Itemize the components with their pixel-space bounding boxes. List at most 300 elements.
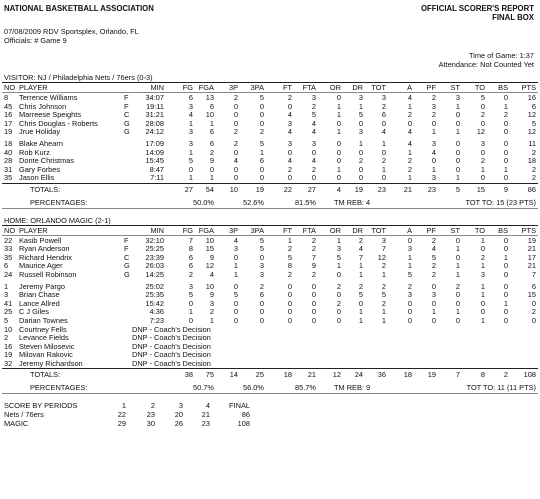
stat-3p: 5 xyxy=(233,290,238,300)
stat-3pa: 6 xyxy=(259,290,264,300)
player-name: Blake Ahearn xyxy=(19,139,63,148)
player-name: Ryan Anderson xyxy=(19,244,70,254)
column-header-fg: FG xyxy=(182,225,193,235)
stat-bs: 0 xyxy=(503,147,508,157)
stat-pf: 3 xyxy=(431,139,436,148)
player-name: Milovan Rakovic xyxy=(19,350,73,360)
home-column-headers xyxy=(0,226,540,235)
stat-fga: 10 xyxy=(205,281,214,291)
stat-3pa: 5 xyxy=(259,244,264,254)
totals-label: TOTALS: xyxy=(30,184,61,194)
stat-fta: 0 xyxy=(311,281,316,291)
stat-to: 12 xyxy=(476,127,485,137)
stat-st: 0 xyxy=(455,118,460,128)
stat-fg: 6 xyxy=(188,93,193,102)
stat-pts: 16 xyxy=(527,93,536,102)
stat-fta: 3 xyxy=(311,139,316,148)
date-venue: 07/08/2009 RDV Sportsplex, Orlando, FL xyxy=(4,27,139,36)
stat-min: 25:02 xyxy=(145,281,164,291)
stat-tot: 6 xyxy=(381,110,386,120)
stat-3p: 0 xyxy=(233,298,238,308)
stat-ft: 8 xyxy=(287,261,292,271)
period-score: 23 xyxy=(201,419,210,428)
period-header: FINAL xyxy=(229,401,250,410)
player-name: Russell Robinson xyxy=(19,269,77,279)
column-header-3p: 3P xyxy=(228,225,238,235)
total-bs: 2 xyxy=(503,370,508,379)
stat-or: 0 xyxy=(336,173,341,183)
stat-tot: 7 xyxy=(381,244,386,254)
stat-min: 14:25 xyxy=(145,269,164,279)
stat-pts: 19 xyxy=(527,235,536,245)
player-number: 18 xyxy=(4,139,13,148)
home-section-end-rule xyxy=(2,393,538,394)
stat-3pa: 0 xyxy=(259,173,264,183)
stat-pf: 0 xyxy=(431,315,436,325)
stat-st: 0 xyxy=(455,235,460,245)
stat-tot: 2 xyxy=(381,101,386,111)
stat-min: 25:25 xyxy=(145,244,164,254)
three-point-percentage: 52.6% xyxy=(243,197,264,207)
period-header: 3 xyxy=(178,401,183,410)
stat-3pa: 0 xyxy=(259,252,264,262)
stat-to: 3 xyxy=(480,139,485,148)
total-turnovers: TOT TO: 11 (11 PTS) xyxy=(466,383,536,392)
stat-a: 3 xyxy=(407,290,412,300)
stat-min: 25:35 xyxy=(145,290,164,300)
period-score: 23 xyxy=(146,410,155,419)
stat-pts: 21 xyxy=(527,244,536,254)
stat-to: 0 xyxy=(480,118,485,128)
stat-fg: 8 xyxy=(188,244,193,254)
stat-fta: 3 xyxy=(311,93,316,102)
stat-fta: 0 xyxy=(311,307,316,317)
player-position: G xyxy=(124,261,130,271)
column-header-fga: FGA xyxy=(198,83,214,92)
stat-or: 2 xyxy=(336,281,341,291)
stat-pts: 0 xyxy=(531,298,536,308)
stat-3p: 0 xyxy=(233,101,238,111)
total-pts: 86 xyxy=(527,184,536,194)
stat-to: 1 xyxy=(480,281,485,291)
stat-pts: 21 xyxy=(527,261,536,271)
column-header-or: OR xyxy=(329,83,341,92)
stat-or: 1 xyxy=(336,127,341,137)
stat-tot: 2 xyxy=(381,156,386,166)
visitor-player-row xyxy=(0,173,540,182)
stat-pf: 2 xyxy=(431,93,436,102)
total-3p: 14 xyxy=(229,370,238,379)
total-fta: 27 xyxy=(307,184,316,194)
total-or: 12 xyxy=(332,370,341,379)
total-fg: 27 xyxy=(184,184,193,194)
stat-a: 3 xyxy=(407,244,412,254)
stat-a: 4 xyxy=(407,93,412,102)
stat-to: 0 xyxy=(480,244,485,254)
total-fga: 54 xyxy=(205,184,214,194)
total-pts: 108 xyxy=(523,370,536,379)
total-bs: 9 xyxy=(503,184,508,194)
player-name: Rob Kurz xyxy=(19,147,50,157)
stat-fga: 12 xyxy=(205,261,214,271)
stat-3pa: 6 xyxy=(259,156,264,166)
total-ft: 18 xyxy=(283,370,292,379)
column-header-pf: PF xyxy=(426,83,436,92)
player-name: Marreese Speights xyxy=(19,110,82,120)
player-number: 3 xyxy=(4,290,9,300)
stat-dr: 1 xyxy=(358,269,363,279)
player-number: 8 xyxy=(4,93,9,102)
stat-3p: 2 xyxy=(233,127,238,137)
stat-min: 23:39 xyxy=(145,252,164,262)
stat-or: 1 xyxy=(336,261,341,271)
stat-fga: 3 xyxy=(209,298,214,308)
visitor-totals-rule xyxy=(2,183,538,184)
stat-to: 0 xyxy=(480,147,485,157)
stat-ft: 0 xyxy=(287,173,292,183)
stat-tot: 1 xyxy=(381,164,386,174)
column-header-bs: BS xyxy=(498,83,508,92)
team-rebounds: TM REB: 9 xyxy=(334,383,371,392)
stat-a: 2 xyxy=(407,281,412,291)
stat-to: 1 xyxy=(480,315,485,325)
period-score: 20 xyxy=(174,410,183,419)
stat-pf: 3 xyxy=(431,173,436,183)
dnp-note: DNP - Coach's Decision xyxy=(132,324,211,334)
player-position: G xyxy=(124,127,130,137)
stat-fg: 3 xyxy=(188,101,193,111)
stat-fta: 2 xyxy=(311,101,316,111)
stat-st: 0 xyxy=(455,156,460,166)
home-totals-row xyxy=(0,370,540,379)
visitor-title-row xyxy=(0,73,540,82)
stat-fga: 2 xyxy=(209,307,214,317)
stat-dr: 0 xyxy=(358,298,363,308)
stat-bs: 0 xyxy=(503,315,508,325)
stat-bs: 0 xyxy=(503,261,508,271)
stat-dr: 2 xyxy=(358,235,363,245)
stat-pts: 15 xyxy=(527,290,536,300)
stat-ft: 0 xyxy=(287,298,292,308)
player-name: Terrence Williams xyxy=(19,93,78,102)
player-number: 31 xyxy=(4,164,13,174)
percentages-label: PERCENTAGES: xyxy=(30,383,88,392)
player-number: 5 xyxy=(4,315,9,325)
player-number: 24 xyxy=(4,269,13,279)
total-dr: 24 xyxy=(354,370,363,379)
stat-fta: 7 xyxy=(311,252,316,262)
stat-fg: 4 xyxy=(188,110,193,120)
stat-to: 0 xyxy=(480,298,485,308)
home-title-row xyxy=(0,216,540,225)
stat-or: 0 xyxy=(336,93,341,102)
home-dnp-row xyxy=(0,359,540,368)
stat-3pa: 0 xyxy=(259,164,264,174)
time-of-game: Time of Game: 1:37 xyxy=(468,51,534,60)
total-pf: 19 xyxy=(427,370,436,379)
stat-to: 0 xyxy=(480,307,485,317)
stat-fg: 3 xyxy=(188,281,193,291)
player-number: 19 xyxy=(4,350,13,360)
stat-ft: 0 xyxy=(287,315,292,325)
stat-pts: 2 xyxy=(531,307,536,317)
period-header: 4 xyxy=(205,401,210,410)
stat-ft: 0 xyxy=(287,290,292,300)
player-name: Kasib Powell xyxy=(19,235,62,245)
stat-fta: 0 xyxy=(311,290,316,300)
player-name: Richard Hendrix xyxy=(19,252,72,262)
column-header-or: OR xyxy=(329,225,341,235)
stat-a: 5 xyxy=(407,269,412,279)
stat-ft: 2 xyxy=(287,164,292,174)
stat-to: 1 xyxy=(480,235,485,245)
stat-dr: 0 xyxy=(358,118,363,128)
stat-tot: 3 xyxy=(381,93,386,102)
stat-fga: 1 xyxy=(209,173,214,183)
visitor-section-end-rule xyxy=(2,208,538,209)
column-header-tot: TOT xyxy=(371,83,386,92)
stat-3pa: 2 xyxy=(259,127,264,137)
stat-fta: 0 xyxy=(311,298,316,308)
stat-ft: 5 xyxy=(287,252,292,262)
stat-min: 15:42 xyxy=(145,298,164,308)
stat-pf: 0 xyxy=(431,118,436,128)
stat-fg: 2 xyxy=(188,269,193,279)
stat-bs: 2 xyxy=(503,110,508,120)
stat-fga: 6 xyxy=(209,139,214,148)
player-name: Steven Milosevic xyxy=(19,341,75,351)
player-position: G xyxy=(124,269,130,279)
player-number: 22 xyxy=(4,235,13,245)
stat-3p: 0 xyxy=(233,110,238,120)
stat-3pa: 0 xyxy=(259,315,264,325)
stat-bs: 1 xyxy=(503,298,508,308)
stat-tot: 0 xyxy=(381,173,386,183)
fg-percentage: 50.7% xyxy=(193,383,214,392)
stat-3p: 0 xyxy=(233,118,238,128)
period-score: 26 xyxy=(174,419,183,428)
stat-3pa: 0 xyxy=(259,101,264,111)
stat-dr: 1 xyxy=(358,307,363,317)
stat-dr: 2 xyxy=(358,156,363,166)
stat-min: 31:21 xyxy=(145,110,164,120)
column-header-st: ST xyxy=(450,83,460,92)
total-3pa: 19 xyxy=(255,184,264,194)
total-dr: 19 xyxy=(354,184,363,194)
stat-fga: 13 xyxy=(205,93,214,102)
stat-min: 7:23 xyxy=(149,315,164,325)
column-header-no: NO xyxy=(4,225,16,235)
column-header-3p: 3P xyxy=(228,83,238,92)
column-header-player: PLAYER xyxy=(19,83,48,92)
stat-dr: 2 xyxy=(358,281,363,291)
stat-ft: 4 xyxy=(287,127,292,137)
player-number: 40 xyxy=(4,147,13,157)
stat-tot: 0 xyxy=(381,118,386,128)
stat-fga: 9 xyxy=(209,252,214,262)
column-header-st: ST xyxy=(450,225,460,235)
stat-pts: 0 xyxy=(531,315,536,325)
stat-st: 0 xyxy=(455,110,460,120)
column-header-fta: FTA xyxy=(302,225,316,235)
stat-pts: 2 xyxy=(531,147,536,157)
stat-bs: 0 xyxy=(503,307,508,317)
stat-3pa: 2 xyxy=(259,281,264,291)
stat-dr: 7 xyxy=(358,252,363,262)
player-number: 28 xyxy=(4,156,13,166)
periods-team-row xyxy=(0,419,540,428)
stat-bs: 0 xyxy=(503,139,508,148)
stat-fta: 2 xyxy=(311,269,316,279)
total-3pa: 25 xyxy=(255,370,264,379)
player-number: 32 xyxy=(4,358,13,368)
player-name: Maurice Ager xyxy=(19,261,63,271)
player-name: Brian Chase xyxy=(19,290,60,300)
stat-st: 1 xyxy=(455,261,460,271)
stat-or: 0 xyxy=(336,156,341,166)
officials: Officials: # Game 9 xyxy=(4,36,67,45)
stat-a: 0 xyxy=(407,235,412,245)
stat-3pa: 0 xyxy=(259,298,264,308)
column-header-fg: FG xyxy=(182,83,193,92)
stat-3p: 0 xyxy=(233,164,238,174)
player-position: C xyxy=(124,252,130,262)
stat-3pa: 0 xyxy=(259,118,264,128)
stat-to: 2 xyxy=(480,110,485,120)
total-a: 21 xyxy=(403,184,412,194)
report-subtitle: FINAL BOX xyxy=(492,13,534,22)
player-position: F xyxy=(124,244,129,254)
stat-to: 3 xyxy=(480,269,485,279)
player-name: Jason Ellis xyxy=(19,173,55,183)
stat-bs: 0 xyxy=(503,173,508,183)
player-position: G xyxy=(124,118,130,128)
stat-fga: 15 xyxy=(205,244,214,254)
stat-3p: 0 xyxy=(233,307,238,317)
stat-ft: 4 xyxy=(287,156,292,166)
stat-a: 1 xyxy=(407,173,412,183)
stat-pf: 0 xyxy=(431,298,436,308)
stat-bs: 0 xyxy=(503,290,508,300)
stat-bs: 0 xyxy=(503,281,508,291)
stat-pf: 2 xyxy=(431,235,436,245)
stat-3pa: 5 xyxy=(259,93,264,102)
stat-pts: 12 xyxy=(527,110,536,120)
dnp-note: DNP - Coach's Decision xyxy=(132,341,211,351)
stat-3p: 1 xyxy=(233,269,238,279)
player-number: 35 xyxy=(4,252,13,262)
stat-3pa: 1 xyxy=(259,147,264,157)
visitor-player-row xyxy=(0,127,540,136)
stat-fg: 1 xyxy=(188,147,193,157)
player-name: Donte Christmas xyxy=(19,156,75,166)
stat-fta: 4 xyxy=(311,127,316,137)
player-number: 2 xyxy=(4,333,9,343)
stat-fg: 6 xyxy=(188,261,193,271)
stat-fga: 2 xyxy=(209,147,214,157)
stat-fta: 2 xyxy=(311,164,316,174)
player-number: 45 xyxy=(4,101,13,111)
stat-st: 1 xyxy=(455,244,460,254)
stat-fg: 3 xyxy=(188,139,193,148)
stat-st: 0 xyxy=(455,252,460,262)
three-point-percentage: 56.0% xyxy=(243,383,264,392)
stat-a: 2 xyxy=(407,110,412,120)
stat-fg: 5 xyxy=(188,290,193,300)
stat-pts: 6 xyxy=(531,281,536,291)
stat-ft: 3 xyxy=(287,139,292,148)
period-score: 86 xyxy=(241,410,250,419)
stat-ft: 1 xyxy=(287,235,292,245)
player-number: 6 xyxy=(4,261,9,271)
player-name: Gary Forbes xyxy=(19,164,61,174)
stat-tot: 2 xyxy=(381,261,386,271)
stat-3p: 4 xyxy=(233,156,238,166)
player-number: 17 xyxy=(4,118,13,128)
stat-tot: 0 xyxy=(381,147,386,157)
periods-team-name: Nets / 76ers xyxy=(4,410,44,419)
stat-ft: 0 xyxy=(287,281,292,291)
stat-fga: 1 xyxy=(209,315,214,325)
column-header-to: TO xyxy=(474,225,485,235)
stat-3p: 0 xyxy=(233,147,238,157)
period-score: 21 xyxy=(201,410,210,419)
player-number: 41 xyxy=(4,298,13,308)
stat-ft: 0 xyxy=(287,307,292,317)
period-score: 108 xyxy=(237,419,250,428)
team-rebounds: TM REB: 4 xyxy=(334,197,371,207)
stat-3p: 2 xyxy=(233,93,238,102)
column-header-a: A xyxy=(407,83,412,92)
stat-pts: 5 xyxy=(531,118,536,128)
stat-fga: 4 xyxy=(209,269,214,279)
total-turnovers: TOT TO: 15 (23 PTS) xyxy=(465,197,536,207)
ft-percentage: 85.7% xyxy=(295,383,316,392)
stat-tot: 1 xyxy=(381,315,386,325)
dnp-note: DNP - Coach's Decision xyxy=(132,333,211,343)
stat-dr: 1 xyxy=(358,261,363,271)
stat-a: 1 xyxy=(407,252,412,262)
stat-fta: 2 xyxy=(311,235,316,245)
stat-3p: 0 xyxy=(233,315,238,325)
dnp-note: DNP - Coach's Decision xyxy=(132,350,211,360)
stat-pf: 0 xyxy=(431,281,436,291)
visitor-column-headers xyxy=(0,83,540,92)
stat-pf: 5 xyxy=(431,252,436,262)
home-player-row xyxy=(0,270,540,279)
total-a: 18 xyxy=(403,370,412,379)
column-header-3pa: 3PA xyxy=(250,83,264,92)
period-score: 29 xyxy=(117,419,126,428)
stat-3p: 4 xyxy=(233,235,238,245)
stat-3pa: 5 xyxy=(259,139,264,148)
stat-3pa: 3 xyxy=(259,261,264,271)
stat-fga: 6 xyxy=(209,127,214,137)
stat-fta: 4 xyxy=(311,118,316,128)
total-fga: 75 xyxy=(205,370,214,379)
total-pf: 23 xyxy=(427,184,436,194)
stat-bs: 1 xyxy=(503,101,508,111)
stat-min: 15:45 xyxy=(145,156,164,166)
stat-or: 1 xyxy=(336,164,341,174)
stat-dr: 1 xyxy=(358,139,363,148)
stat-bs: 0 xyxy=(503,127,508,137)
stat-tot: 12 xyxy=(377,252,386,262)
home-percentages-row xyxy=(0,383,540,392)
stat-pts: 2 xyxy=(531,173,536,183)
stat-or: 0 xyxy=(336,147,341,157)
stat-pf: 1 xyxy=(431,307,436,317)
